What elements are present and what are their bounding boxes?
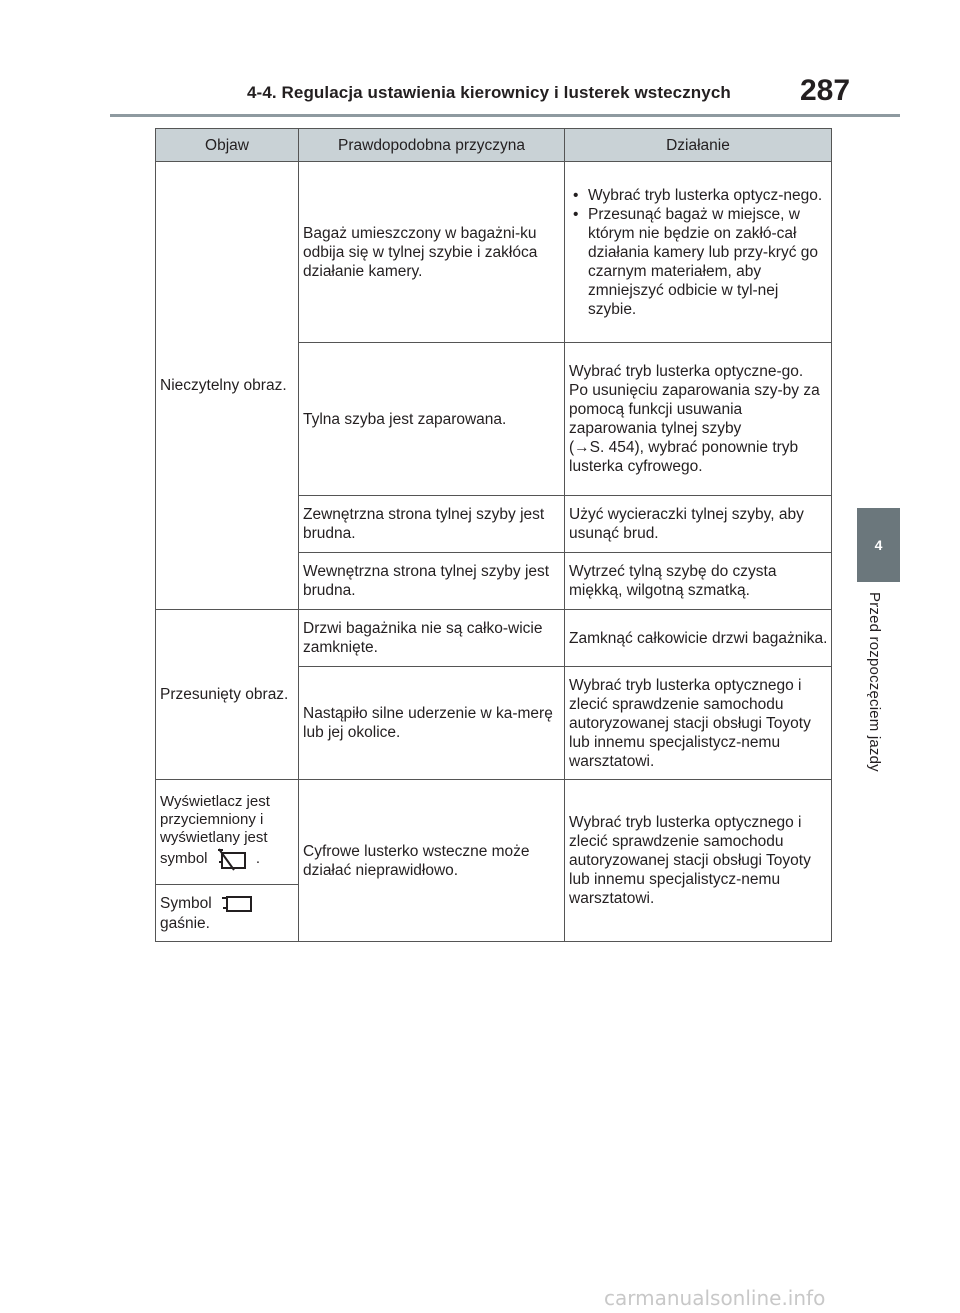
table-row — [156, 162, 832, 343]
mirror-warning-icon — [216, 847, 248, 871]
table-row — [156, 780, 832, 885]
symptom-unreadable-image: Nieczytelny obraz. — [156, 162, 299, 610]
chapter-number: 4 — [874, 537, 883, 553]
cause-cell: Zewnętrzna strona tylnej szyby jest brudna. — [299, 496, 565, 553]
action-text: Po usunięciu zaparowania szy-by za pomocą funkcji usuwania zaparowania tylnej szyby — [569, 382, 820, 437]
page-reference-link[interactable]: (→S. 454), wybrać ponownie tryb lusterka cyfrowego. — [569, 439, 799, 475]
cause-cell: Nastąpiło silne uderzenie w ka-merę lub jej okolice. — [299, 667, 565, 780]
chapter-title: Przed rozpoczęciem jazdy — [866, 592, 883, 772]
action-cell — [565, 162, 832, 343]
cause-cell: Cyfrowe lusterko wsteczne może działać nieprawidłowo. — [299, 780, 565, 942]
symptom-symbol-label: Symbol — [160, 894, 212, 912]
action-cell: Użyć wycieraczki tylnej szyby, aby usunąć brud. — [565, 496, 832, 553]
header-cause: Prawdopodobna przyczyna — [299, 129, 565, 162]
page-number: 287 — [800, 74, 851, 107]
watermark: carmanualsonline.info — [604, 1286, 826, 1310]
symptom-dimmed-display — [156, 780, 299, 885]
section-title: 4-4. Regulacja ustawienia kierownicy i lusterek wstecznych — [247, 83, 731, 102]
action-bullet: • Wybrać tryb lusterka optycz-nego. — [569, 186, 828, 205]
symptom-end: gaśnie. — [160, 914, 210, 932]
action-cell: Zamknąć całkowicie drzwi bagażnika. — [565, 610, 832, 667]
cause-cell: Tylna szyba jest zaparowana. — [299, 343, 565, 496]
cause-cell: Wewnętrzna strona tylnej szyby jest brudna. — [299, 553, 565, 610]
symptom-symbol-label: symbol — [160, 849, 208, 867]
symptom-text: Wyświetlacz jest przyciemniony i wyświetlany jest — [160, 793, 270, 846]
action-cell: Wybrać tryb lusterka optycznego i zlecić sprawdzenie samochodu autoryzowanej stacji obsługi Toyoty lub innemu specjalistycz-nemu warsztatowi. — [565, 780, 832, 942]
chapter-tab[interactable] — [857, 508, 900, 582]
troubleshooting-table — [155, 128, 832, 942]
header-rule — [110, 114, 900, 117]
table-header-row — [156, 129, 832, 162]
header-action: Działanie — [565, 129, 832, 162]
action-bullet: • Przesunąć bagaż w miejsce, w którym nie będzie on zakłó-cał działania kamery lub przy-kryć go czarnym materiałem, aby zmniejszyć odbicie w tyl-nej szybie. — [569, 205, 828, 319]
table-row — [156, 610, 832, 667]
action-cell: Wytrzeć tylną szybę do czysta miękką, wilgotną szmatką. — [565, 553, 832, 610]
symptom-end: . — [255, 849, 261, 867]
action-cell — [565, 343, 832, 496]
cause-cell: Drzwi bagażnika nie są całko-wicie zamknięte. — [299, 610, 565, 667]
action-cell: Wybrać tryb lusterka optycznego i zlecić sprawdzenie samochodu autoryzowanej stacji obsługi Toyoty lub innemu specjalistycz-nemu warsztatowi. — [565, 667, 832, 780]
symptom-shifted-image: Przesunięty obraz. — [156, 610, 299, 780]
cause-cell: Bagaż umieszczony w bagażni-ku odbija się w tylnej szybie i zakłóca działanie kamery. — [299, 162, 565, 343]
digital-mirror-icon — [220, 894, 254, 914]
header-symptom: Objaw — [156, 129, 299, 162]
action-text: Wybrać tryb lusterka optyczne-go. — [569, 363, 804, 380]
symptom-symbol-off — [156, 885, 299, 942]
